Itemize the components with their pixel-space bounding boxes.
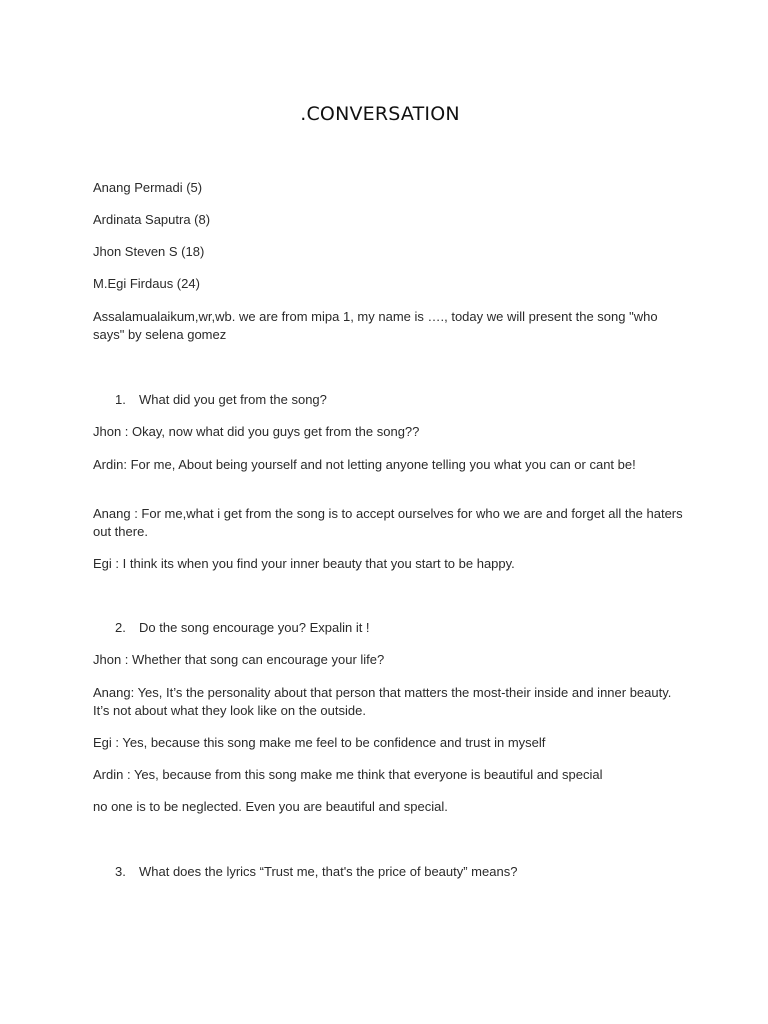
member-name: Anang Permadi (5) <box>93 180 203 195</box>
question-2 <box>115 619 675 637</box>
question-text: Do the song encourage you? Expalin it ! <box>139 620 370 635</box>
question-1 <box>115 391 675 409</box>
member-name: Ardinata Saputra (8) <box>93 212 211 227</box>
dialogue-line: Egi : Yes, because this song make me feel to be confidence and trust in myself <box>93 735 546 750</box>
intro-paragraph: Assalamualaikum,wr,wb. we are from mipa 1, my name is …., today we will present the song "who says" by selena gomez <box>93 309 658 342</box>
question-3 <box>115 863 675 881</box>
dialogue-line: Jhon : Okay, now what did you guys get from the song?? <box>93 424 420 439</box>
dialogue-line: Anang : For me,what i get from the song is to accept ourselves for who we are and forget all the haters out there. <box>93 506 683 539</box>
dialogue-line: Ardin: For me, About being yourself and not letting anyone telling you what you can or cant be! <box>93 457 636 472</box>
dialogue-line: no one is to be neglected. Even you are beautiful and special. <box>93 799 448 814</box>
page-title: .CONVERSATION <box>300 103 460 125</box>
question-text: What did you get from the song? <box>139 392 327 407</box>
dialogue-line: Anang: Yes, It’s the personality about that person that matters the most-their inside and inner beauty. It’s not about what they look like on the outside. <box>93 685 672 718</box>
dialogue-line: Ardin : Yes, because from this song make me think that everyone is beautiful and special <box>93 767 603 782</box>
dialogue-line: Egi : I think its when you find your inner beauty that you start to be happy. <box>93 556 515 571</box>
question-number: 2. <box>115 620 126 635</box>
question-number: 1. <box>115 392 126 407</box>
question-text: What does the lyrics “Trust me, that's the price of beauty” means? <box>139 864 518 879</box>
question-number: 3. <box>115 864 126 879</box>
member-name: M.Egi Firdaus (24) <box>93 276 200 291</box>
dialogue-line: Jhon : Whether that song can encourage your life? <box>93 652 385 667</box>
member-name: Jhon Steven S (18) <box>93 244 205 259</box>
